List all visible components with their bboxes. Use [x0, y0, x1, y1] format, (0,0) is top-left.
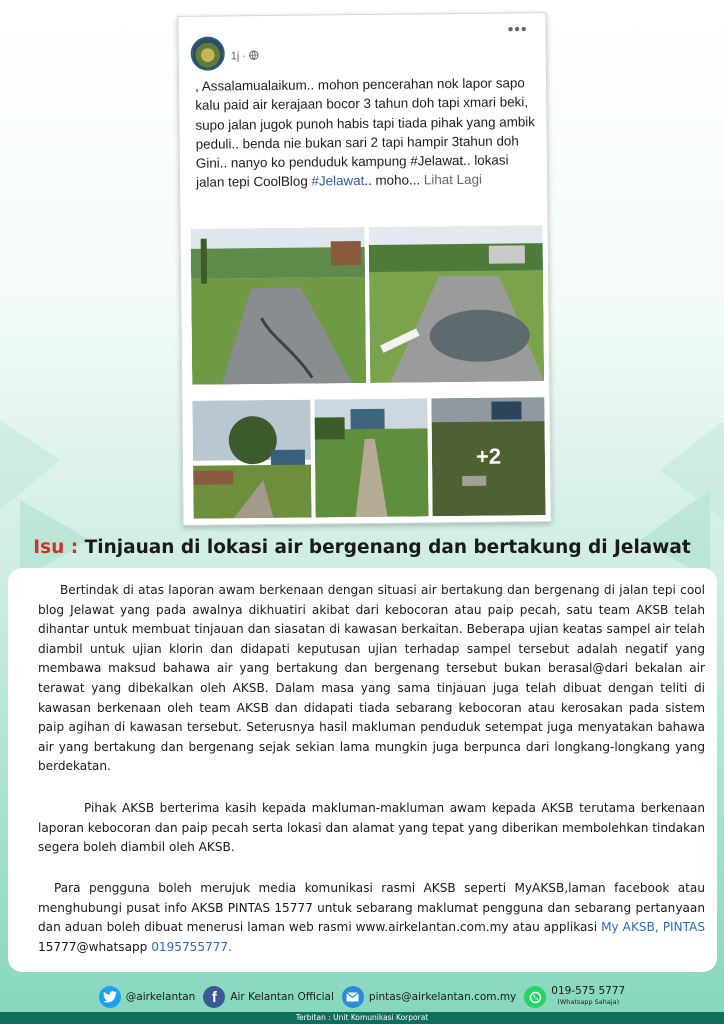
twitter-icon: [99, 986, 121, 1008]
whatsapp-only-note: (Whatsapp Sahaja): [557, 998, 620, 1006]
facebook-icon: f: [203, 986, 225, 1008]
email-contact[interactable]: [342, 986, 516, 1008]
twitter-handle: @airkelantan: [125, 991, 196, 1003]
contact-footer: [0, 982, 724, 1012]
more-photos-count[interactable]: +2: [431, 397, 545, 516]
post-timestamp: [231, 50, 259, 62]
twitter-contact[interactable]: [99, 986, 196, 1008]
see-more-link[interactable]: Lihat Lagi: [420, 172, 483, 188]
facebook-contact[interactable]: [203, 986, 334, 1008]
issue-title-text: Tinjauan di lokasi air bergenang dan bertakung di Jelawat: [78, 537, 691, 558]
paragraph-3-mid: 15777@whatsapp: [38, 939, 152, 954]
post-body-tail: .. moho...: [364, 172, 421, 189]
whatsapp-contact[interactable]: [524, 986, 625, 1008]
paragraph-2: Pihak AKSB berterima kasih kepada makluman-makluman awam kepada AKSB terutama berkenaan laporan kebocoran dan paip pecah serta lokasi dan alamat yang tepat yang diberikan membolehkan tindakan segera boleh diambil oleh AKSB.: [38, 801, 705, 855]
whatsapp-icon: [524, 986, 546, 1008]
profile-avatar[interactable]: [191, 36, 225, 70]
statement-card: [8, 568, 717, 972]
photo-house-1[interactable]: [192, 400, 311, 519]
post-text: [195, 73, 536, 192]
paragraph-3: [38, 879, 705, 957]
paragraph-1: Bertindak di atas laporan awam berkenaan dengan situasi air bertakung dan bergenang di jalan tepi cool blog Jelawat yang pada awalnya dikhuatiri akibat dari kebocoran atau paip pecah, satu team AKSB telah dihantar untuk membuat tinjauan dan siasatan di kawasan berkaitan. Beberapa ujian keatas sampel air telah diambil untuk ujian klorin dan didapati keputusan ujian terhadap sampel tersebut adalah negatif yang membawa maksud bahawa air yang bertakung dan bergenang tersebut bukan berasal@dari bekalan air terawat yang dibekalkan oleh AKSB. Dalam masa yang sama tinjauan juga telah dibuat dengan teliti di kawasan berkenaan oleh team AKSB dan didapati tiada sebarang kebocoran atau kerosakan pada sistem paip agihan di kawasan tersebut. Seterusnya hasil makluman penduduk setempat juga menyatakan bahawa air yang bertakung dan bergenang sejak sekian lama mungkin juga berpunca dari longkang-longkang yang berdekatan.: [38, 583, 705, 774]
app-name-link[interactable]: My AKSB, PINTAS: [601, 920, 705, 935]
issue-title: [0, 537, 724, 558]
photo-house-2[interactable]: [314, 398, 428, 517]
facebook-post: [177, 12, 551, 526]
globe-icon: [249, 50, 259, 60]
hashtag-link[interactable]: #Jelawat: [311, 173, 365, 190]
issue-prefix: Isu :: [33, 537, 79, 558]
photo-more[interactable]: [431, 397, 545, 516]
paragraph-3-text: Para pengguna boleh merujuk media komunikasi rasmi AKSB seperti MyAKSB,laman facebook atau menghubungi pusat info AKSB PINTAS 15777 untuk sebarang maklumat pengguna dan sebarang pertanyaan dan aduan boleh dibuat menerusi laman web rasmi www.airkelantan.com.my atau applikasi: [38, 881, 705, 935]
post-time-text: 1j ·: [230, 50, 250, 63]
photo-road-1[interactable]: [191, 227, 367, 385]
whatsapp-number-link[interactable]: 0195755777.: [151, 939, 232, 954]
facebook-page-name: Air Kelantan Official: [230, 991, 334, 1003]
post-photo-grid: [191, 225, 546, 519]
whatsapp-number-text: 019-575 5777: [551, 985, 626, 997]
post-options-menu[interactable]: •••: [507, 21, 528, 39]
email-address: pintas@airkelantan.com.my: [368, 991, 517, 1003]
email-icon: [342, 986, 364, 1008]
photo-road-2[interactable]: [369, 225, 545, 383]
post-body-text: , Assalamualaikum.. mohon pencerahan nok lapor sapo kalu paid air kerajaan bocor 3 tahun doh tapi xmari beki, supo jalan jugok punoh habis tapi tiada pihak yang ambik peduli.. benda nie bukan sari 2 tapi hampir 3tahun doh Gini.. nanyo ko penduduk kampung #Jelawat.. lokasi jalan tepi CoolBlog: [194, 75, 536, 191]
whatsapp-number: [551, 986, 625, 1008]
publisher-bar: Terbitan : Unit Komunikasi Korporat: [0, 1012, 724, 1024]
